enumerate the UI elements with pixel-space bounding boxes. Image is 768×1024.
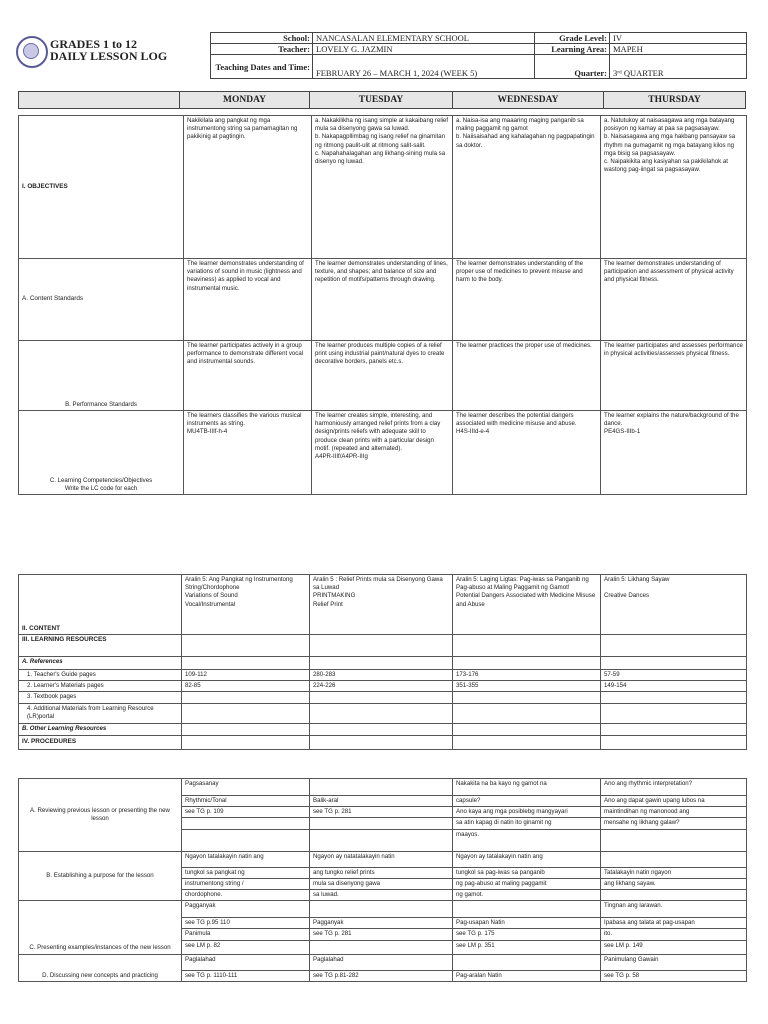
performance-standard-tuesday: The learner produces multiple copies of a relief print using industrial paint/natural dyes to create decorative borders, panels etc.s.: [312, 341, 453, 411]
textbook-wednesday: [453, 692, 601, 703]
discussing-cell: see TG p.81-282: [310, 970, 453, 981]
review-cell: [310, 829, 453, 851]
learning-competencies-subtitle: Write the LC code for each: [64, 484, 138, 492]
textbook-tuesday: [310, 692, 453, 703]
grade-level-value: IV: [610, 33, 747, 44]
other-monday: [182, 723, 310, 735]
discussing-cell: see TG p. 58: [601, 970, 747, 981]
review-cell: Rhythmic/Tonal: [182, 796, 310, 807]
learning-area-label: Learning Area:: [535, 44, 610, 55]
discussing-cell: see TG p. 1110-111: [182, 970, 310, 981]
tg-pages-wednesday: 173-176: [453, 670, 601, 681]
reviewing-lesson-label: A. Reviewing previous lesson or presenting the new lesson: [19, 779, 182, 852]
day-header-blank: [19, 92, 180, 109]
lm-pages-tuesday: 224-226: [310, 681, 453, 692]
resources-wednesday: [453, 635, 601, 657]
examples-cell: see LM p. 351: [453, 940, 601, 954]
objective-thursday: a. Natutukoy at naisasagawa ang mga batayang posisyon ng kamay at paa sa pagsasayaw. b. Naisasagawa ang mga hakbang pansayaw sa rhythm na gumagamit ng mga batayang kilos ng mga bisig sa pagsasayaw. c. Naipakikita ang kasiyahan sa pakikilahok at wastong pag-iingat sa pagsasayaw.: [601, 116, 747, 259]
lm-pages-monday: 82-85: [182, 681, 310, 692]
performance-standard-thursday: The learner participates and assesses performance in physical activities/assesses physical fitness.: [601, 341, 747, 411]
additional-wednesday: [453, 703, 601, 723]
other-tuesday: [310, 723, 453, 735]
presenting-examples-label: C. Presenting examples/instances of the new lesson: [19, 901, 182, 954]
review-cell: [310, 779, 453, 796]
purpose-cell: Ngayon tatalakayin natin ang: [182, 851, 310, 867]
resources-thursday: [601, 635, 747, 657]
procedures-wednesday: [453, 735, 601, 749]
references-tuesday: [310, 657, 453, 670]
discussing-cell: Panimulang Gawain: [601, 954, 747, 970]
quarter-value: 3ʳᵈ QUARTER: [610, 55, 747, 79]
content-standard-wednesday: The learner demonstrates understanding of the proper use of medicines to prevent misuse and harm to the body.: [453, 259, 601, 341]
review-cell: capsule?: [453, 796, 601, 807]
objectives-table: [18, 115, 747, 495]
purpose-cell: mula sa disenyong gawa: [310, 878, 453, 889]
references-monday: [182, 657, 310, 670]
learners-materials-label: 2. Learner's Materials pages: [19, 681, 182, 692]
textbook-pages-label: 3. Textbook pages: [19, 692, 182, 703]
examples-cell: Panimula: [182, 929, 310, 940]
review-cell: [182, 818, 310, 829]
review-cell: [182, 829, 310, 851]
examples-cell: see TG p. 175: [453, 929, 601, 940]
review-cell: [601, 829, 747, 851]
references-wednesday: [453, 657, 601, 670]
school-value: NANCASALAN ELEMENTARY SCHOOL: [313, 33, 535, 44]
school-label: School:: [211, 33, 313, 44]
review-cell: Ano kaya ang mga posiblebg mangyayari: [453, 807, 601, 818]
purpose-cell: ng pag-abuso at maling paggamit: [453, 878, 601, 889]
quarter-label: Quarter:: [535, 55, 610, 79]
day-header-monday: MONDAY: [180, 92, 310, 109]
review-cell: Ano ang rhythmic interpretation?: [601, 779, 747, 796]
purpose-cell: Ngayon ay natatalakayin natin: [310, 851, 453, 867]
purpose-cell: ng gamot.: [453, 890, 601, 901]
purpose-cell: ang tungko relief prints: [310, 867, 453, 878]
teaching-dates-label: Teaching Dates and Time:: [211, 55, 313, 79]
examples-cell: Tingnan ang larawan.: [601, 901, 747, 918]
competency-wednesday: The learner describes the potential dangers associated with medicine misuse and abuse. H4S-IIId-e-4: [453, 411, 601, 495]
examples-cell: [310, 901, 453, 918]
examples-cell: [453, 901, 601, 918]
objectives-label: I. OBJECTIVES: [19, 116, 184, 259]
other-resources-label: B. Other Learning Resources: [19, 723, 182, 735]
content-standard-thursday: The learner demonstrates understanding of participation and assessment of physical activity and physical fitness.: [601, 259, 747, 341]
objective-tuesday: a. Nakakilikha ng isang simple at kakaibang relief mula sa disenyong gawa sa luwad. b. Nakapagpllimbag ng isang relief na ginamitan ng ritmong paulit-ulit at ritmong salit-salit. c. Napahahalagahan ang likhang-sining mula sa disenyo ng luwad.: [312, 116, 453, 259]
discussing-cell: Pag-aralan Natin: [453, 970, 601, 981]
review-cell: maayos.: [453, 829, 601, 851]
tg-pages-thursday: 57-59: [601, 670, 747, 681]
review-cell: Pagsasanay: [182, 779, 310, 796]
examples-cell: [310, 940, 453, 954]
competency-tuesday: The learner creates simple, interesting, and harmoniously arranged relief prints from a clay design/prints reliefs with adequate skill to produce clean prints with a particular design motif. (repeated and alternated). A4PR-IIIf/A4PR-IIIg: [312, 411, 453, 495]
teachers-guide-label: 1. Teacher's Guide pages: [19, 670, 182, 681]
textbook-thursday: [601, 692, 747, 703]
performance-standards-label: B. Performance Standards: [19, 341, 184, 411]
procedures-tuesday: [310, 735, 453, 749]
title-line-1: GRADES 1 to 12: [50, 37, 138, 51]
procedures-thursday: [601, 735, 747, 749]
purpose-cell: tungkol sa pangkat ng: [182, 867, 310, 878]
other-thursday: [601, 723, 747, 735]
review-cell: [310, 818, 453, 829]
examples-cell: ito.: [601, 929, 747, 940]
review-cell: sa atin kapag di natin ito ginamit ng: [453, 818, 601, 829]
day-header-wednesday: WEDNESDAY: [453, 92, 604, 109]
learning-competencies-title: C. Learning Competencies/Objectives: [49, 476, 153, 484]
review-cell: Ano ang dapat gawin upang lubos na: [601, 796, 747, 807]
performance-standard-wednesday: The learner practices the proper use of medicines.: [453, 341, 601, 411]
day-header-row: [18, 91, 746, 109]
teaching-dates-value: FEBRUARY 26 – MARCH 1, 2024 (WEEK 5): [313, 55, 535, 79]
discussing-cell: [453, 954, 601, 970]
review-cell: Balik-aral: [310, 796, 453, 807]
resources-monday: [182, 635, 310, 657]
references-thursday: [601, 657, 747, 670]
procedures-detail-table: [18, 778, 747, 982]
other-wednesday: [453, 723, 601, 735]
purpose-cell: Ngayon ay tatalakayin natin ang: [453, 851, 601, 867]
deped-seal-logo: [16, 36, 48, 68]
learning-area-value: MAPEH: [610, 44, 747, 55]
competency-thursday: The learner explains the nature/background of the dance. PE4GS-IIIb-1: [601, 411, 747, 495]
purpose-cell: chordophone.: [182, 890, 310, 901]
review-cell: maintindihan ng manonood ang: [601, 807, 747, 818]
form-title: [50, 38, 167, 62]
content-tuesday: Aralin 5 : Relief Prints mula sa Disenyong Gawa sa Luwad PRINTMAKING Relief Print: [310, 575, 453, 635]
objective-monday: Nakikilala ang pangkat ng mga instrumentong string sa pamamagitan ng pakikinig at pagtingin.: [184, 116, 312, 259]
textbook-monday: [182, 692, 310, 703]
procedures-label: IV. PROCEDURES: [19, 735, 182, 749]
purpose-cell: instrumentong string /: [182, 878, 310, 889]
discussing-cell: Paglalahad: [310, 954, 453, 970]
day-header-thursday: THURSDAY: [604, 92, 746, 109]
review-cell: see TG p. 281: [310, 807, 453, 818]
examples-cell: see LM p. 149: [601, 940, 747, 954]
additional-monday: [182, 703, 310, 723]
purpose-cell: ang likhang sayaw.: [601, 878, 747, 889]
teacher-label: Teacher:: [211, 44, 313, 55]
examples-cell: see LM p. 82: [182, 940, 310, 954]
discussing-cell: Paglalahad: [182, 954, 310, 970]
competency-monday: The learners classifies the various musical instruments as string. MU4TB-IIIf-h-4: [184, 411, 312, 495]
purpose-cell: Tatalakayin natin ngayon: [601, 867, 747, 878]
content-thursday: Aralin 5: Likhang Sayaw Creative Dances: [601, 575, 747, 635]
examples-cell: Pag-usapan Natin: [453, 918, 601, 929]
day-header-tuesday: TUESDAY: [310, 92, 453, 109]
learning-resources-label: III. LEARNING RESOURCES: [19, 635, 182, 657]
examples-cell: Pagganyak: [182, 901, 310, 918]
content-label: II. CONTENT: [19, 575, 182, 635]
purpose-cell: [601, 851, 747, 867]
performance-standard-monday: The learner participates actively in a group performance to demonstrate different vocal and instrumental sounds.: [184, 341, 312, 411]
establishing-purpose-label: B. Establishing a purpose for the lesson: [19, 851, 182, 901]
resources-tuesday: [310, 635, 453, 657]
content-standard-tuesday: The learner demonstrates understanding of lines, texture, and shapes; and balance of size and repetition of motifs/patterns through drawing.: [312, 259, 453, 341]
additional-tuesday: [310, 703, 453, 723]
content-standards-label: A. Content Standards: [19, 259, 184, 341]
tg-pages-tuesday: 280-283: [310, 670, 453, 681]
learning-competencies-label: [19, 411, 184, 495]
review-cell: mensahe ng likhang galaw?: [601, 818, 747, 829]
additional-thursday: [601, 703, 747, 723]
examples-cell: Pagganyak: [310, 918, 453, 929]
purpose-cell: [601, 890, 747, 901]
examples-cell: Ipabasa ang talata at pag-usapan: [601, 918, 747, 929]
references-label: A. References: [19, 657, 182, 670]
additional-materials-label: 4. Additional Materials from Learning Resource (LR)portal: [19, 703, 182, 723]
discussing-concepts-label: D. Discussing new concepts and practicing: [19, 954, 182, 981]
grade-level-label: Grade Level:: [535, 33, 610, 44]
objective-wednesday: a. Naisa-isa ang maaaring maging panganib sa maling paggamit ng gamot b. Naiisaisahad ang kahalagahan ng pagpapatingin sa doktor.: [453, 116, 601, 259]
lm-pages-thursday: 149-154: [601, 681, 747, 692]
teacher-value: LOVELY G. JAZMIN: [313, 44, 535, 55]
tg-pages-monday: 109-112: [182, 670, 310, 681]
purpose-cell: tungkol sa pag-iwas sa panganib: [453, 867, 601, 878]
examples-cell: see TG p.95 110: [182, 918, 310, 929]
content-procedures-table: [18, 574, 747, 750]
title-line-2: DAILY LESSON LOG: [50, 49, 168, 63]
purpose-cell: sa luwad.: [310, 890, 453, 901]
review-cell: Nakakita na ba kayo ng gamot na: [453, 779, 601, 796]
content-monday: Aralin 5: Ang Pangkat ng Instrumentong String/Chordophone Variations of Sound Vocal/Instrumental: [182, 575, 310, 635]
examples-cell: see TG p. 281: [310, 929, 453, 940]
content-standard-monday: The learner demonstrates understanding of variations of sound in music (lightness and heaviness) as applied to vocal and instrumental music.: [184, 259, 312, 341]
content-wednesday: Aralin 5: Laging Ligtas: Pag-iwas sa Panganib ng Pag-abuso at Maling Paggamit ng Gamot! Potential Dangers Associated with Medicine Misuse and Abuse: [453, 575, 601, 635]
procedures-monday: [182, 735, 310, 749]
header-info-table: [210, 32, 747, 79]
review-cell: see TG p. 109: [182, 807, 310, 818]
lm-pages-wednesday: 351-355: [453, 681, 601, 692]
